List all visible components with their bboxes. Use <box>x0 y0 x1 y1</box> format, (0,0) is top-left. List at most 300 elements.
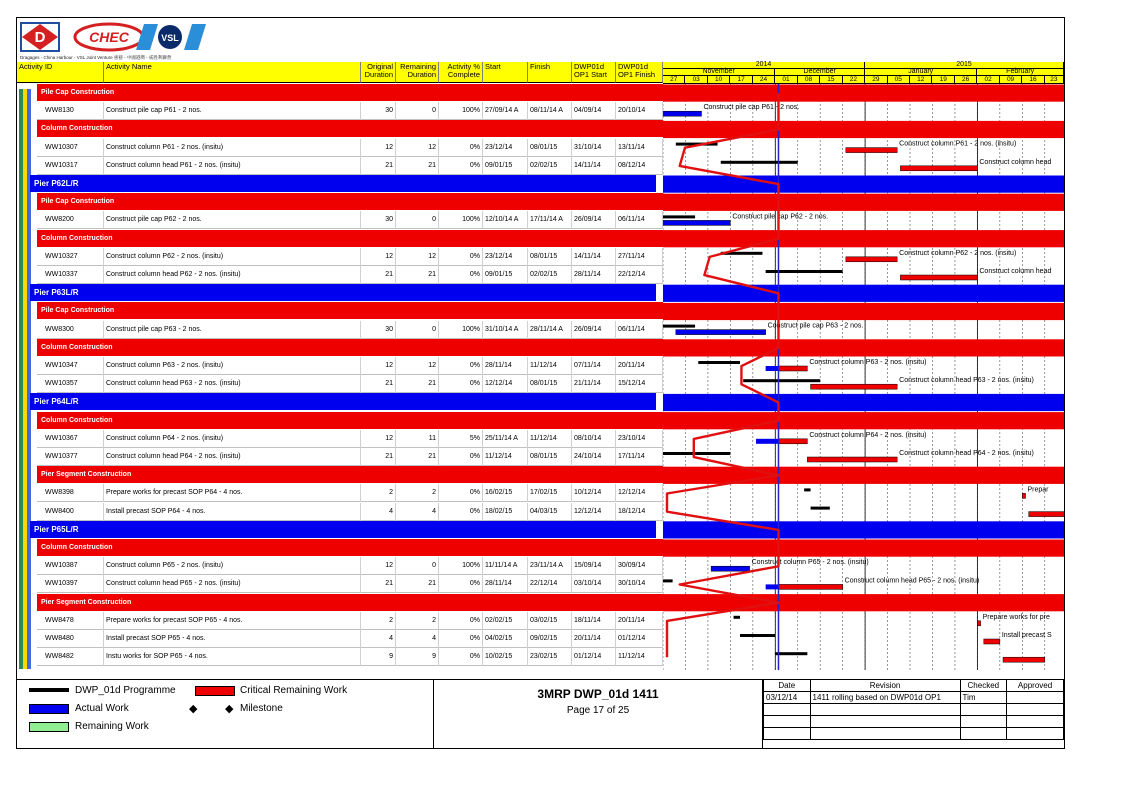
cell-rd: 0 <box>396 211 439 229</box>
timeline-week: 03 <box>685 76 707 84</box>
cell-pct: 0% <box>439 266 483 284</box>
timeline-week: 23 <box>1045 76 1064 84</box>
cell-name: Construct column head P64 - 2 nos. (insitu) <box>104 448 361 466</box>
wbs-group-header[interactable]: Pile Cap Construction <box>37 193 663 210</box>
gantt-band <box>663 521 1064 538</box>
programme-bar[interactable] <box>721 161 798 164</box>
cell-dstart: 08/10/14 <box>572 430 616 448</box>
cell-dstart: 03/10/14 <box>572 575 616 593</box>
cell-id: WW8482 <box>37 648 104 666</box>
cell-name: Construct column head P63 - 2 nos. (insitu) <box>104 375 361 393</box>
rev-header-checked: Checked <box>960 680 1007 692</box>
bar-label: Construct column head <box>979 158 1052 166</box>
cell-name: Construct column head P61 - 2 nos. (insitu) <box>104 157 361 175</box>
legend-critical-swatch <box>195 686 235 696</box>
cell-rd: 11 <box>396 430 439 448</box>
timeline-week: 09 <box>1000 76 1022 84</box>
legend-programme-label: DWP_01d Programme <box>75 685 176 696</box>
activity-row[interactable] <box>37 648 663 666</box>
actual-work-bar[interactable] <box>663 220 730 225</box>
programme-bar[interactable] <box>740 634 775 637</box>
cell-start: 18/02/15 <box>483 503 528 521</box>
critical-remaining-bar[interactable] <box>1003 657 1045 662</box>
timeline-week: 26 <box>955 76 977 84</box>
cell-start: 28/11/14 <box>483 357 528 375</box>
actual-work-bar[interactable] <box>766 366 779 371</box>
cell-name: Construct column head P65 - 2 nos. (insitu) <box>104 575 361 593</box>
cell-id: WW10377 <box>37 448 104 466</box>
cell-name: Prepare works for precast SOP P64 - 4 nos. <box>104 484 361 502</box>
legend-programme-swatch <box>29 688 69 692</box>
critical-remaining-bar[interactable] <box>811 384 898 389</box>
timeline-month: February <box>977 69 1064 76</box>
timeline-week: 12 <box>910 76 932 84</box>
timeline-week: 22 <box>843 76 865 84</box>
critical-remaining-bar[interactable] <box>846 148 897 153</box>
bar-label: Prepare works for pre <box>982 613 1050 621</box>
programme-bar[interactable] <box>734 616 740 619</box>
cell-dfinish: 18/12/14 <box>616 503 663 521</box>
programme-bar[interactable] <box>775 652 807 655</box>
wbs-group-header[interactable]: Pile Cap Construction <box>37 302 663 319</box>
programme-bar[interactable] <box>663 452 730 455</box>
cell-start: 16/02/15 <box>483 484 528 502</box>
chec-logo <box>73 22 145 52</box>
timeline-year: 2015 <box>865 62 1064 69</box>
cell-dstart: 26/09/14 <box>572 321 616 339</box>
cell-start: 23/12/14 <box>483 139 528 157</box>
cell-od: 12 <box>361 357 396 375</box>
programme-bar[interactable] <box>663 215 695 218</box>
cell-finish: 08/01/15 <box>528 448 572 466</box>
cell-start: 04/02/15 <box>483 630 528 648</box>
timeline-week: 08 <box>798 76 820 84</box>
cell-rd: 4 <box>396 503 439 521</box>
actual-work-bar[interactable] <box>756 439 778 444</box>
timeline-week: 17 <box>730 76 752 84</box>
header-dwp-start[interactable]: DWP01d OP1 Start <box>572 62 616 83</box>
cell-id: WW8400 <box>37 503 104 521</box>
gantt-band <box>663 285 1064 302</box>
cell-rd: 12 <box>396 357 439 375</box>
critical-remaining-bar[interactable] <box>1022 493 1025 498</box>
cell-dfinish: 15/12/14 <box>616 375 663 393</box>
cell-od: 30 <box>361 211 396 229</box>
cell-id: WW8398 <box>37 484 104 502</box>
cell-od: 30 <box>361 321 396 339</box>
gantt-band <box>663 230 1064 247</box>
actual-work-bar[interactable] <box>711 566 749 571</box>
cell-pct: 0% <box>439 448 483 466</box>
critical-remaining-bar[interactable] <box>1029 512 1064 517</box>
cell-rd: 2 <box>396 612 439 630</box>
timeline-month: January <box>865 69 977 76</box>
cell-dstart: 20/11/14 <box>572 630 616 648</box>
cell-finish: 08/01/15 <box>528 375 572 393</box>
cell-dfinish: 13/11/14 <box>616 139 663 157</box>
timeline-month: December <box>775 69 865 76</box>
activity-row[interactable] <box>37 503 663 521</box>
rev-date: 03/12/14 <box>764 692 811 704</box>
cell-od: 12 <box>361 248 396 266</box>
cell-start: 11/12/14 <box>483 448 528 466</box>
jv-caption: Dragages - China Harbour - VSL Joint Venture 惠藝 - 中國港灣 - 威胜利聯營 <box>20 55 172 60</box>
cell-dfinish: 30/10/14 <box>616 575 663 593</box>
rev-header-date: Date <box>764 680 811 692</box>
gantt-band <box>663 412 1064 429</box>
critical-remaining-bar[interactable] <box>984 639 1000 644</box>
cell-name: Construct pile cap P62 - 2 nos. <box>104 211 361 229</box>
cell-dfinish: 20/11/14 <box>616 357 663 375</box>
cell-dstart: 26/09/14 <box>572 211 616 229</box>
wbs-pier-header[interactable]: Pier P63L/R <box>30 284 656 301</box>
wbs-group-header[interactable]: Column Construction <box>37 539 663 556</box>
wbs-pier-header[interactable]: Pier P65L/R <box>30 521 656 538</box>
cell-dstart: 14/11/14 <box>572 157 616 175</box>
bar-label: Construct column head P63 - 2 nos. (insitu) <box>899 377 1034 385</box>
cell-start: 31/10/14 A <box>483 321 528 339</box>
rev-checked: Tim <box>960 692 1007 704</box>
activity-row[interactable] <box>37 248 663 266</box>
bar-label: Construct column P63 - 2 nos. (insitu) <box>809 359 927 366</box>
header-original-duration[interactable]: Original Duration <box>361 62 396 83</box>
programme-bar[interactable] <box>743 379 820 382</box>
bar-label: Construct pile cap P62 - 2 nos. <box>732 213 829 221</box>
cell-rd: 0 <box>396 321 439 339</box>
cell-dfinish: 23/10/14 <box>616 430 663 448</box>
header-dwp-finish[interactable]: DWP01d OP1 Finish <box>616 62 663 83</box>
cell-dstart: 07/11/14 <box>572 357 616 375</box>
wbs-group-header[interactable]: Column Construction <box>37 339 663 356</box>
activity-row[interactable] <box>37 484 663 502</box>
cell-od: 21 <box>361 375 396 393</box>
cell-id: WW10357 <box>37 375 104 393</box>
cell-finish: 03/02/15 <box>528 612 572 630</box>
cell-dstart: 24/10/14 <box>572 448 616 466</box>
header-activity-id[interactable]: Activity ID <box>17 62 104 83</box>
cell-name: Construct column P63 - 2 nos. (insitu) <box>104 357 361 375</box>
cell-rd: 4 <box>396 630 439 648</box>
cell-rd: 21 <box>396 375 439 393</box>
cell-id: WW10387 <box>37 557 104 575</box>
bar-label: Construct column head <box>979 268 1052 275</box>
activity-row[interactable] <box>37 211 663 229</box>
cell-dfinish: 22/12/14 <box>616 266 663 284</box>
cell-dstart: 31/10/14 <box>572 139 616 157</box>
activity-row[interactable] <box>37 266 663 284</box>
cell-dstart: 18/11/14 <box>572 612 616 630</box>
rev-header-revision: Revision <box>810 680 960 692</box>
cell-rd: 21 <box>396 157 439 175</box>
cell-finish: 17/02/15 <box>528 484 572 502</box>
cell-dfinish: 17/11/14 <box>616 448 663 466</box>
cell-finish: 08/01/15 <box>528 139 572 157</box>
critical-remaining-bar[interactable] <box>846 257 897 262</box>
cell-name: Construct column P64 - 2 nos. (insitu) <box>104 430 361 448</box>
cell-finish: 11/12/14 <box>528 430 572 448</box>
cell-dfinish: 27/11/14 <box>616 248 663 266</box>
title-block <box>433 679 763 748</box>
critical-remaining-bar[interactable] <box>900 166 977 171</box>
activity-row[interactable] <box>37 612 663 630</box>
legend-actual-label: Actual Work <box>75 703 129 714</box>
critical-remaining-bar[interactable] <box>900 275 977 280</box>
timeline-week: 29 <box>865 76 887 84</box>
critical-remaining-bar[interactable] <box>778 584 842 589</box>
dragages-logo <box>20 22 60 52</box>
cell-finish: 28/11/14 A <box>528 321 572 339</box>
cell-od: 9 <box>361 648 396 666</box>
cell-od: 12 <box>361 557 396 575</box>
cell-pct: 0% <box>439 612 483 630</box>
cell-pct: 100% <box>439 557 483 575</box>
cell-name: Prepare works for precast SOP P65 - 4 nos. <box>104 612 361 630</box>
gantt-band <box>663 467 1064 484</box>
programme-bar[interactable] <box>804 488 810 491</box>
cell-pct: 0% <box>439 630 483 648</box>
bar-label: Construct column head P64 - 2 nos. (insitu) <box>899 450 1034 457</box>
actual-work-bar[interactable] <box>663 111 701 116</box>
actual-work-bar[interactable] <box>676 330 766 335</box>
cell-id: WW10307 <box>37 139 104 157</box>
cell-od: 4 <box>361 503 396 521</box>
cell-pct: 0% <box>439 157 483 175</box>
cell-pct: 5% <box>439 430 483 448</box>
cell-name: Construct column head P62 - 2 nos. (insitu) <box>104 266 361 284</box>
cell-finish: 02/02/15 <box>528 266 572 284</box>
bar-label: Install precast S <box>1001 632 1052 639</box>
timeline-week: 27 <box>663 76 685 84</box>
timeline-week: 10 <box>708 76 730 84</box>
cell-start: 27/09/14 A <box>483 102 528 120</box>
critical-remaining-bar[interactable] <box>807 457 897 462</box>
schedule-title: 3MRP DWP_01d 1411 <box>537 687 659 701</box>
gantt-band <box>663 176 1064 193</box>
cell-finish: 23/11/14 A <box>528 557 572 575</box>
critical-remaining-bar[interactable] <box>977 621 980 626</box>
milestone-diamond-icon: ◆ <box>225 703 234 715</box>
rev-description: 1411 rolling based on DWP01d OP1 <box>810 692 960 704</box>
gantt-band <box>663 121 1064 138</box>
cell-start: 25/11/14 A <box>483 430 528 448</box>
cell-finish: 08/11/14 A <box>528 102 572 120</box>
cell-id: WW10397 <box>37 575 104 593</box>
cell-od: 21 <box>361 266 396 284</box>
wbs-group-header[interactable]: Pile Cap Construction <box>37 84 663 101</box>
bar-label: Prepar <box>1027 486 1049 494</box>
cell-od: 12 <box>361 430 396 448</box>
cell-dfinish: 30/09/14 <box>616 557 663 575</box>
activity-row[interactable] <box>37 557 663 575</box>
cell-id: WW10367 <box>37 430 104 448</box>
logo-vsl-text: VSL <box>161 33 179 43</box>
cell-pct: 0% <box>439 648 483 666</box>
gantt-chart <box>663 84 1064 670</box>
timeline-month: November <box>663 69 775 76</box>
programme-bar[interactable] <box>698 361 740 364</box>
cell-pct: 0% <box>439 375 483 393</box>
wbs-group-header[interactable]: Pier Segment Construction <box>37 466 663 483</box>
timeline-week: 16 <box>1022 76 1044 84</box>
cell-pct: 0% <box>439 139 483 157</box>
cell-dstart: 14/11/14 <box>572 248 616 266</box>
header-start[interactable]: Start <box>483 62 528 83</box>
programme-bar[interactable] <box>663 325 695 328</box>
cell-dstart: 15/09/14 <box>572 557 616 575</box>
page-number: Page 17 of 25 <box>566 705 630 716</box>
cell-dstart: 04/09/14 <box>572 102 616 120</box>
cell-start: 12/12/14 <box>483 375 528 393</box>
cell-dfinish: 06/11/14 <box>616 321 663 339</box>
programme-bar[interactable] <box>811 507 830 510</box>
bar-label: Construct column P65 - 2 nos. (insitu) <box>751 559 869 567</box>
activity-row[interactable] <box>37 575 663 593</box>
cell-name: Install precast SOP P65 - 4 nos. <box>104 630 361 648</box>
cell-start: 28/11/14 <box>483 575 528 593</box>
wbs-group-header[interactable]: Column Construction <box>37 412 663 429</box>
cell-pct: 0% <box>439 357 483 375</box>
cell-name: Instu works for SOP P65 - 4 nos. <box>104 648 361 666</box>
legend-remaining-label: Remaining Work <box>75 721 149 732</box>
cell-dfinish: 11/12/14 <box>616 648 663 666</box>
cell-id: WW8200 <box>37 211 104 229</box>
activity-row[interactable] <box>37 375 663 393</box>
activity-row[interactable] <box>37 321 663 339</box>
cell-finish: 02/02/15 <box>528 157 572 175</box>
cell-od: 21 <box>361 157 396 175</box>
header-remaining-duration[interactable]: Remaining Duration <box>396 62 439 83</box>
activity-row[interactable] <box>37 157 663 175</box>
wbs-group-header[interactable]: Column Construction <box>37 230 663 247</box>
legend-milestone-label: Milestone <box>240 703 283 714</box>
timeline-week: 15 <box>820 76 842 84</box>
cell-id: WW8130 <box>37 102 104 120</box>
vsl-logo <box>136 22 206 52</box>
cell-od: 2 <box>361 612 396 630</box>
gantt-band <box>663 594 1064 611</box>
header-activity-pct[interactable]: Activity % Complete <box>439 62 483 83</box>
timeline-week: 01 <box>775 76 797 84</box>
cell-od: 21 <box>361 448 396 466</box>
gantt-band <box>663 194 1064 211</box>
cell-dfinish: 06/11/14 <box>616 211 663 229</box>
cell-rd: 9 <box>396 648 439 666</box>
cell-od: 30 <box>361 102 396 120</box>
cell-dstart: 21/11/14 <box>572 375 616 393</box>
programme-bar[interactable] <box>663 579 673 582</box>
cell-id: WW8478 <box>37 612 104 630</box>
cell-id: WW10347 <box>37 357 104 375</box>
cell-finish: 22/12/14 <box>528 575 572 593</box>
cell-dstart: 28/11/14 <box>572 266 616 284</box>
activity-row[interactable] <box>37 139 663 157</box>
critical-remaining-bar[interactable] <box>778 439 807 444</box>
cell-dfinish: 20/11/14 <box>616 612 663 630</box>
cell-od: 4 <box>361 630 396 648</box>
cell-dstart: 12/12/14 <box>572 503 616 521</box>
cell-finish: 23/02/15 <box>528 648 572 666</box>
cell-name: Construct column P65 - 2 nos. (insitu) <box>104 557 361 575</box>
cell-pct: 100% <box>439 211 483 229</box>
cell-od: 21 <box>361 575 396 593</box>
cell-rd: 21 <box>396 266 439 284</box>
actual-work-bar[interactable] <box>766 584 779 589</box>
cell-name: Construct column P61 - 2 nos. (insitu) <box>104 139 361 157</box>
bar-label: Construct column P61 - 2 nos. (insitu) <box>899 140 1017 148</box>
critical-remaining-bar[interactable] <box>778 366 807 371</box>
bar-label: Construct column P64 - 2 nos. (insitu) <box>809 431 927 439</box>
milestone-diamond-icon: ◆ <box>189 703 198 715</box>
cell-rd: 2 <box>396 484 439 502</box>
header-finish[interactable]: Finish <box>528 62 572 83</box>
wbs-group-header[interactable]: Column Construction <box>37 120 663 137</box>
gantt-band <box>663 394 1064 411</box>
cell-start: 11/11/14 A <box>483 557 528 575</box>
cell-name: Construct column P62 - 2 nos. (insitu) <box>104 248 361 266</box>
gantt-band <box>663 303 1064 320</box>
cell-finish: 08/01/15 <box>528 248 572 266</box>
cell-dfinish: 20/10/14 <box>616 102 663 120</box>
gantt-band <box>663 540 1064 557</box>
cell-pct: 0% <box>439 503 483 521</box>
legend-remaining-swatch <box>29 722 69 732</box>
cell-rd: 12 <box>396 248 439 266</box>
cell-dfinish: 08/12/14 <box>616 157 663 175</box>
cell-start: 12/10/14 A <box>483 211 528 229</box>
cell-rd: 0 <box>396 557 439 575</box>
wbs-pier-header[interactable]: Pier P62L/R <box>30 175 656 192</box>
header-activity-name[interactable]: Activity Name <box>104 62 361 83</box>
cell-finish: 04/03/15 <box>528 503 572 521</box>
rev-approved <box>1007 692 1064 704</box>
cell-rd: 21 <box>396 575 439 593</box>
cell-finish: 09/02/15 <box>528 630 572 648</box>
activity-row[interactable] <box>37 357 663 375</box>
activity-row[interactable] <box>37 448 663 466</box>
cell-pct: 0% <box>439 248 483 266</box>
cell-pct: 0% <box>439 575 483 593</box>
gantt-band <box>663 85 1064 102</box>
cell-pct: 0% <box>439 484 483 502</box>
cell-finish: 11/12/14 <box>528 357 572 375</box>
wbs-group-header[interactable]: Pier Segment Construction <box>37 594 663 611</box>
activity-row[interactable] <box>37 430 663 448</box>
cell-id: WW10337 <box>37 266 104 284</box>
wbs-pier-header[interactable]: Pier P64L/R <box>30 393 656 410</box>
timeline-week: 19 <box>932 76 954 84</box>
cell-dfinish: 12/12/14 <box>616 484 663 502</box>
activity-row[interactable] <box>37 102 663 120</box>
bar-label: Construct column P62 - 2 nos. (insitu) <box>899 249 1017 257</box>
logo-d-text: D <box>34 29 46 46</box>
cell-dstart: 10/12/14 <box>572 484 616 502</box>
programme-bar[interactable] <box>766 270 843 273</box>
cell-id: WW10317 <box>37 157 104 175</box>
cell-od: 2 <box>361 484 396 502</box>
timeline-week: 02 <box>977 76 999 84</box>
logo-chec-text: CHEC <box>89 29 129 45</box>
activity-row[interactable] <box>37 630 663 648</box>
cell-rd: 0 <box>396 102 439 120</box>
cell-name: Construct pile cap P61 - 2 nos. <box>104 102 361 120</box>
bar-label: Construct pile cap P63 - 2 nos. <box>767 322 864 330</box>
gantt-band <box>663 339 1064 356</box>
legend-actual-swatch <box>29 704 69 714</box>
cell-start: 02/02/15 <box>483 612 528 630</box>
timeline-year: 2014 <box>663 62 865 69</box>
cell-pct: 100% <box>439 102 483 120</box>
bar-label: Construct column head P65 - 2 nos. (insitu) <box>844 577 980 585</box>
